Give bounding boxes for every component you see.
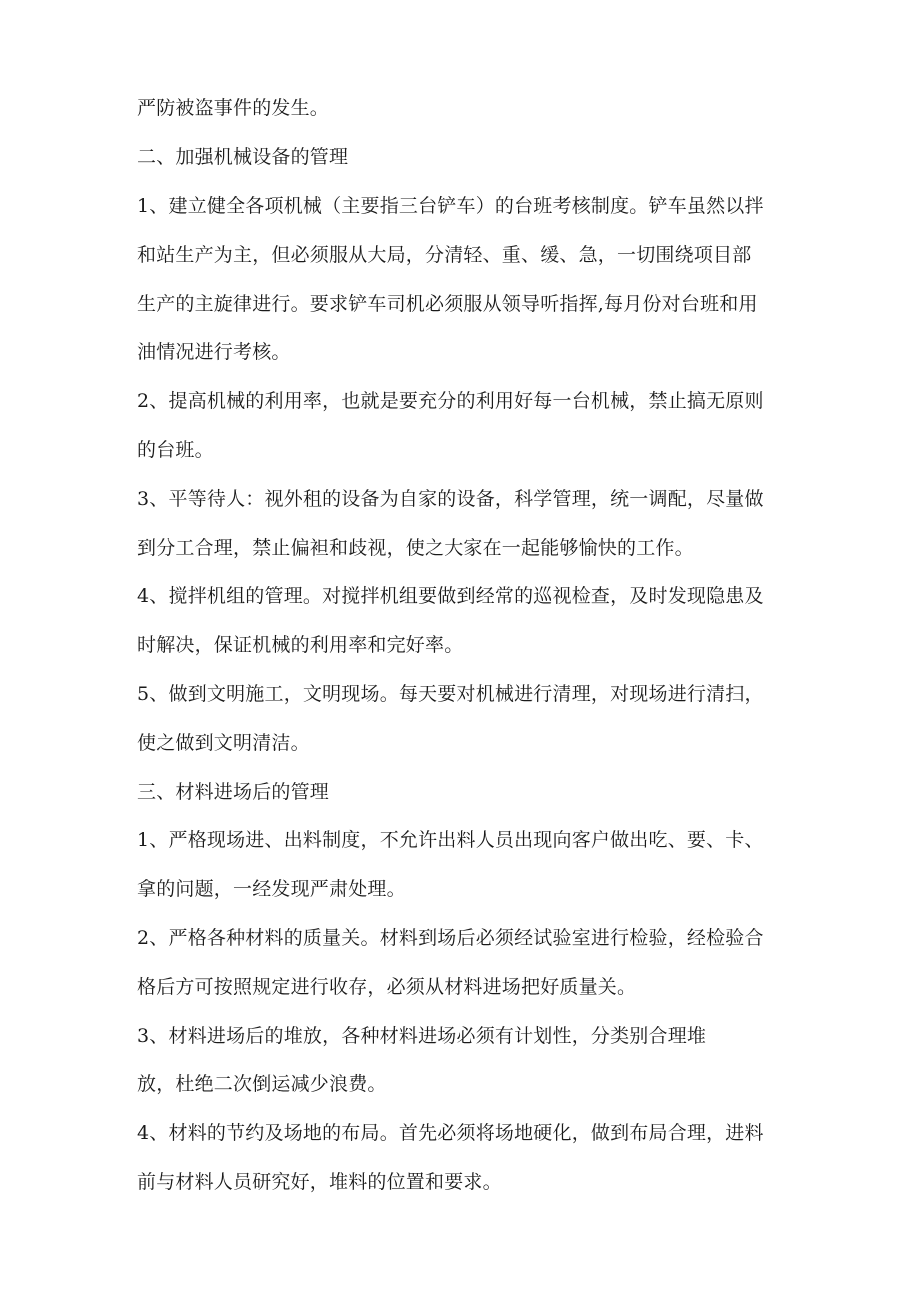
text-line-18: 2、严格各种材料的质量关。材料到场后必须经试验室进行检验，经检验合	[137, 927, 764, 949]
text-line-20: 3、材料进场后的堆放，各种材料进场必须有计划性，分类别合理堆	[137, 1025, 707, 1047]
text-line-6: 油情况进行考核。	[137, 341, 291, 363]
text-line-12: 时解决，保证机械的利用率和完好率。	[137, 634, 464, 656]
text-line-9: 3、平等待人：视外租的设备为自家的设备，科学管理，统一调配，尽量做	[137, 488, 764, 510]
text-line-1: 严防被盗事件的发生。	[137, 97, 330, 119]
text-line-17: 拿的问题，一经发现严肃处理。	[137, 878, 406, 900]
text-line-22: 4、材料的节约及场地的布局。首先必须将场地硬化，做到布局合理，进料	[137, 1122, 764, 1144]
text-line-11: 4、搅拌机组的管理。对搅拌机组要做到经常的巡视检查，及时发现隐患及	[137, 585, 764, 607]
section-heading-3: 三、材料进场后的管理	[137, 781, 330, 803]
text-line-14: 使之做到文明清洁。	[137, 732, 310, 754]
text-line-19: 格后方可按照规定进行收存，必须从材料进场把好质量关。	[137, 976, 637, 998]
text-line-7: 2、提高机械的利用率，也就是要充分的利用好每一台机械，禁止搞无原则	[137, 390, 764, 412]
text-line-10: 到分工合理，禁止偏袒和歧视，使之大家在一起能够愉快的工作。	[137, 537, 694, 559]
section-heading-2: 二、加强机械设备的管理	[137, 146, 349, 168]
text-line-5: 生产的主旋律进行。要求铲车司机必须服从领导听指挥,每月份对台班和用	[137, 293, 758, 315]
text-line-8: 的台班。	[137, 439, 214, 461]
text-line-3: 1、建立健全各项机械（主要指三台铲车）的台班考核制度。铲车虽然以拌	[137, 195, 764, 217]
text-line-13: 5、做到文明施工，文明现场。每天要对机械进行清理，对现场进行清扫，	[137, 683, 764, 705]
text-line-16: 1、严格现场进、出料制度，不允许出料人员出现向客户做出吃、要、卡、	[137, 829, 764, 851]
text-line-21: 放，杜绝二次倒运减少浪费。	[137, 1073, 387, 1095]
text-line-4: 和站生产为主，但必须服从大局，分清轻、重、缓、急，一切围绕项目部	[137, 244, 752, 266]
text-line-23: 前与材料人员研究好，堆料的位置和要求。	[137, 1171, 502, 1193]
